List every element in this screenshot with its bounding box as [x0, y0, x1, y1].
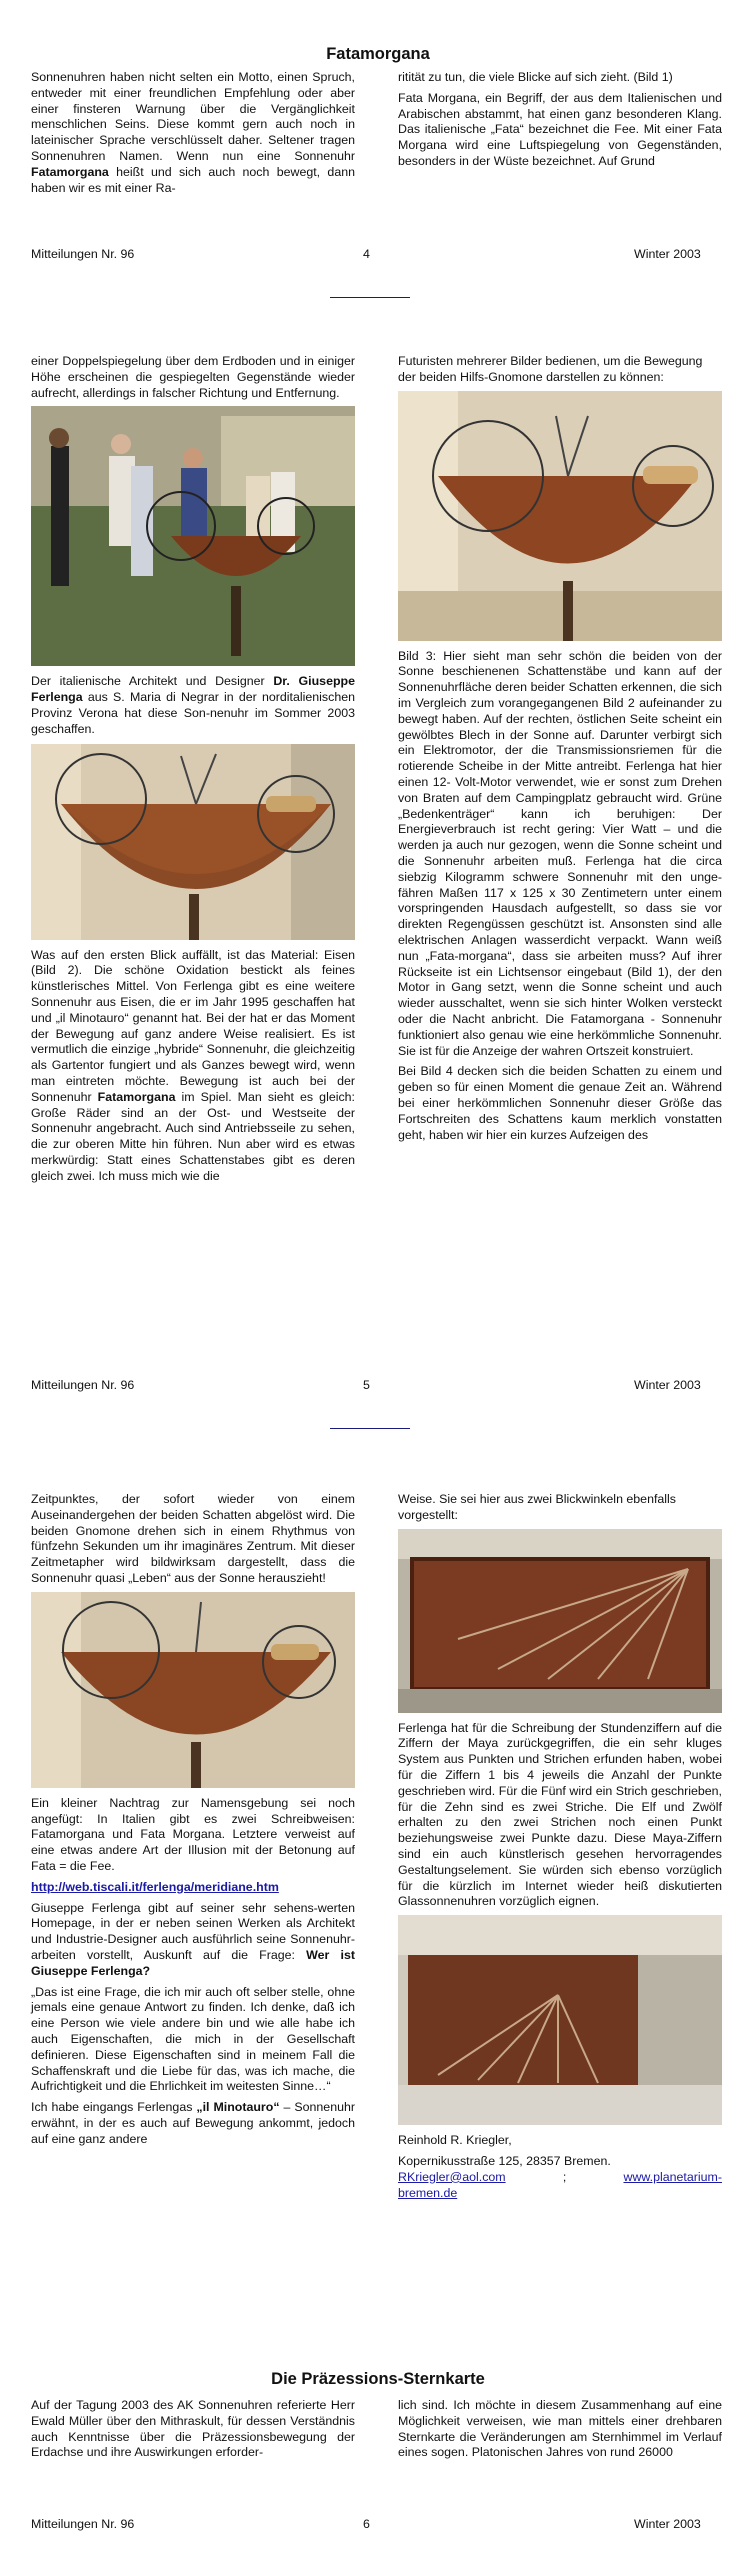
page6-right-column	[398, 1492, 722, 2206]
footer-issue: Winter 2003	[634, 1378, 701, 1392]
page6-left-column	[31, 1492, 355, 2153]
footer-page-number: 5	[363, 1378, 370, 1392]
page6-paragraph: Giuseppe Ferlenga gibt auf seiner sehr sehens-werten Homepage, in der er neben seinen Werken als Architekt und Industrie-Designer auch ausführlich seine Sonnenuhr-arbeiten vorstellt, Auskunft auf die Frage: Wer ist Giuseppe Ferlenga?	[31, 1900, 355, 1978]
article2-paragraph: Auf der Tagung 2003 des AK Sonnenuhren referierte Herr Ewald Müller über den Mithraskult, für dessen Verständnis auch Kenntnisse über die Präzessionsbewegung der Erdachse und ihre Auswirkungen erforder-	[31, 2398, 355, 2460]
author-address: Kopernikusstraße 125, 28357 Bremen. RKriegler@aol.com ; www.planetarium-bremen.de	[398, 2153, 722, 2200]
footer-journal: Mitteilungen Nr. 96	[31, 2517, 135, 2531]
footer-journal: Mitteilungen Nr. 96	[31, 1378, 135, 1392]
homepage-link[interactable]: http://web.tiscali.it/ferlenga/meridiane.htm	[31, 1879, 279, 1894]
page6-paragraph: Ein kleiner Nachtrag zur Namensgebung sei noch angefügt: In Italien gibt es zwei Schreibweisen: Fatamorgana und Fata Morgana. Letztere verweist auf eine etwas andere Art der Illusion mit der Betonung auf Fata = die Fee.	[31, 1795, 355, 1873]
footer-journal: Mitteilungen Nr. 96	[31, 247, 135, 261]
author-website-link[interactable]: www.planetarium-bremen.de	[398, 2169, 722, 2200]
page6-paragraph: Zeitpunktes, der sofort wieder von einem Auseinandergehen der beiden Schatten abgelöst wird. Die beiden Gnomone drehen sich in einem Rhythmus von fünfzehn Sekunden um ihr imaginäres Zentrum. Mit dieser Zeitmetapher wird bildwirksam dargestellt, dass die Sonnenuhr quasi „Leben“ aus der Sonne herauszieht!	[31, 1492, 355, 1585]
page6-paragraph: „Das ist eine Frage, die ich mir auch oft selber stelle, ohne jemals eine genaue Antwort zu finden. Ich denke, daß ich eine Person wie viele andere bin und wie alle habe ich auch Eigenschaften, die mich in der Gesellschaft definieren. Diese Eigenschaften sind in meinem Fall die Schaffenskraft und die Liebe für das, was ich mache, die Aufrichtigkeit und die Ehrlichkeit im weitesten Sinne…“	[31, 1984, 355, 2094]
article-title-2: Die Präzessions-Sternkarte	[271, 2370, 485, 2388]
minotauro-gate-photo-2	[398, 1915, 722, 2125]
author-name: Reinhold R. Kriegler,	[398, 2133, 512, 2148]
page6-paragraph: Weise. Sie sei hier aus zwei Blickwinkeln ebenfalls vorgestellt:	[398, 1492, 676, 1522]
footer-issue: Winter 2003	[634, 2517, 701, 2531]
article2-left-column	[31, 2398, 355, 2466]
footer-issue: Winter 2003	[634, 247, 701, 261]
page-divider	[330, 297, 410, 298]
page-divider	[330, 1428, 410, 1429]
article2-right-column	[398, 2398, 722, 2466]
page5-paragraph: Bei Bild 4 decken sich die beiden Schatten zu einem und geben so für einen Moment die genaue Zeit an. Während bei einer herkömmlichen Sonnenuhr dieser Größe das Fortschreiten des Schattens kaum merklich vonstatten geht, haben wir hier ein kurzes Aufzeigen des	[398, 1064, 722, 1142]
page5-paragraph: Bild 3: Hier sieht man sehr schön die beiden von der Sonne beschienenen Schattenstäbe und kann auf der Sonnenuhrfläche deren beider Schatten erkennen, die sich im Vergleich zum vorangegangenen Bild 2 aufeinander zu bewegt haben. Auf der rechten, östlichen Seite scheint ein gewölbtes Blech in der Sonne auf. Darunter verbirgt sich ein Elektromotor, der die Transmissionsriemen für die rotierende Scheibe in der Mitte antreibt. Ferlenga hat hier einen 12- Volt-Motor verwendet, wie er sonst zum Drehen von Braten auf dem Campingplatz gebraucht wird. Grüne „Bedenkenträger“ kann ich beruhigen: Der Energieverbrauch ist recht gering: Vier Watt – und die werden ja auch nur gezogen, wenn die Sonne scheint und die Sonnenuhr arbeiten muß. Ferlenga hat die circa siebzig Kilogramm schwere Sonnenuhr mit den unge-fähren Maßen 117 x 125 x 30 Zentimetern unter einem vorspringenden Hausdach aufgestellt, so dass sie vor direkten Regengüssen geschützt ist. Ansonsten sind alle elektrischen Anlagen wasserdicht verpackt. Wann weiß nun „Fata-morgana“, dass sie arbeiten muss? Auf ihrer Rückseite ist ein Lichtsensor eingebaut (Bild 1), der den Motor in Gang setzt, wenn die Sonne scheint und auch wieder ausschaltet, wenn sie sich hinter Wolken versteckt oder die Nacht anbricht. Die Fatamorgana - Sonnenuhr funktioniert also genau wie eine herkömmliche Sonnenuhr. Sie ist für die Anzeige der wahren Ortszeit konstruiert.	[398, 648, 722, 1058]
page5-left-column	[31, 354, 355, 1190]
page6-paragraph	[31, 1880, 355, 1896]
sundial-photo-bild3	[398, 391, 722, 641]
article2-paragraph: lich sind. Ich möchte in diesem Zusammenhang auf eine Möglichkeit verweisen, wie man mittels einer drehbaren Sternkarte die Veränderungen am Sternhimmel im Verlauf eines sogen. Platonischen Jahres von rund 26000	[398, 2398, 722, 2460]
minotauro-gate-photo-1	[398, 1529, 722, 1713]
page6-paragraph: Ich habe eingangs Ferlengas „il Minotauro“ – Sonnenuhr erwähnt, in der es auch auf Bewegung ankommt, jedoch auf eine ganz andere	[31, 2100, 355, 2146]
footer-page-number: 4	[363, 247, 370, 261]
page4-right-column	[398, 70, 722, 175]
footer-page-number: 6	[363, 2517, 370, 2531]
page6-paragraph: Ferlenga hat für die Schreibung der Stundenziffern auf die Ziffern der Maya zurückgegriffen, die ein sehr kluges System aus Punkten und Strichen erfunden haben, wobei für die Ziffern 1 bis 4 jeweils die Anzahl der Punkte geschrieben wird. Für die Fünf wird ein Strich geschrieben, für die Zehn sind es zwei Striche. Die Elf und Zwölf erhalten zu den zwei Strichen noch einen Punkt beziehungsweise zwei Punkte dazu. Diese Maya-Ziffern sind ein auch künstlerisch gesehen hervorragendes Gestaltungselement. Sie würden sich ebenso vorzüglich für die kürzlich im Internet wieder heiß diskutierten Glassonnenuhren vorzüglich eignen.	[398, 1720, 722, 1909]
page5-paragraph: Der italienische Architekt und Designer Dr. Giuseppe Ferlenga aus S. Maria di Negrar in der norditalienischen Provinz Verona hat diese Son-nenuhr im Sommer 2003 geschaffen.	[31, 674, 355, 736]
page5-paragraph: Was auf den ersten Blick auffällt, ist das Material: Eisen (Bild 2). Die schöne Oxidation bestickt als feines künstlerisches Mittel. Von Ferlenga gibt es eine weitere Sonnenuhr aus Eisen, die er im Jahr 1995 geschaffen hat und „il Minotauro“ genannt hat. Bei der hat er das Moment der Bewegung auf ganz andere Weise realisiert. Es ist vermutlich die einzige „hybride“ Sonnenuhr, die gleichzeitig als Gartentor fungiert und als Ganzes bewegt wird, wenn man eintreten möchte. Bewegung ist auch bei der Sonnenuhr Fatamorgana im Spiel. Man sieht es gleich: Große Räder sind an der Ost- und Westseite der Sonnenuhr angebracht. Auch sind Antriebsseile zu sehen, die zur oberen Mitte hin führen. Nun aber wird es etwas merkwürdig: Statt eines Schattenstabes gibt es deren gleich zwei. Ich muss mich wie die	[31, 947, 355, 1183]
article-title: Fatamorgana	[326, 45, 430, 63]
author-email-link[interactable]: RKriegler@aol.com	[398, 2169, 506, 2184]
page5-paragraph: einer Doppelspiegelung über dem Erdboden und in einiger Höhe erscheinen die gespiegelten Gegenstände wieder aufrecht, allerdings in falscher Richtung und Entfernung.	[31, 354, 355, 400]
sundial-photo-group	[31, 406, 355, 666]
page4-left-column	[31, 70, 355, 201]
page5-right-column	[398, 354, 722, 1148]
page4-paragraph: Sonnenuhren haben nicht selten ein Motto, einen Spruch, entweder mit einer freundlichen Empfehlung oder aber einer finsteren Warnung über die Vergänglichkeit menschlichen Seins. Diese kommt gern auch noch in lateinischer Sprache verschlüsselt daher. Seltener tragen Sonnenuhren Namen. Wenn nun eine Sonnenuhr Fatamorgana heißt und sich auch noch bewegt, dann haben wir es mit einer Ra-	[31, 70, 355, 195]
sundial-photo-bild2	[31, 744, 355, 940]
page4-paragraph: Fata Morgana, ein Begriff, der aus dem Italienischen und Arabischen abstammt, hat einen ganz besonderen Klang. Das italienische „Fata“ bezeichnet die Fee. Mit einer Fata Morgana wird eine Luftspiegelung von Gegenständen, besonders in der Wüste bezeichnet. Auf Grund	[398, 90, 722, 168]
page5-paragraph: Futuristen mehrerer Bilder bedienen, um die Bewegung der beiden Hilfs-Gnomone darstellen zu können:	[398, 354, 703, 384]
page4-paragraph: ritität zu tun, die viele Blicke auf sich zieht. (Bild 1)	[398, 70, 673, 84]
sundial-photo-bild4	[31, 1592, 355, 1788]
